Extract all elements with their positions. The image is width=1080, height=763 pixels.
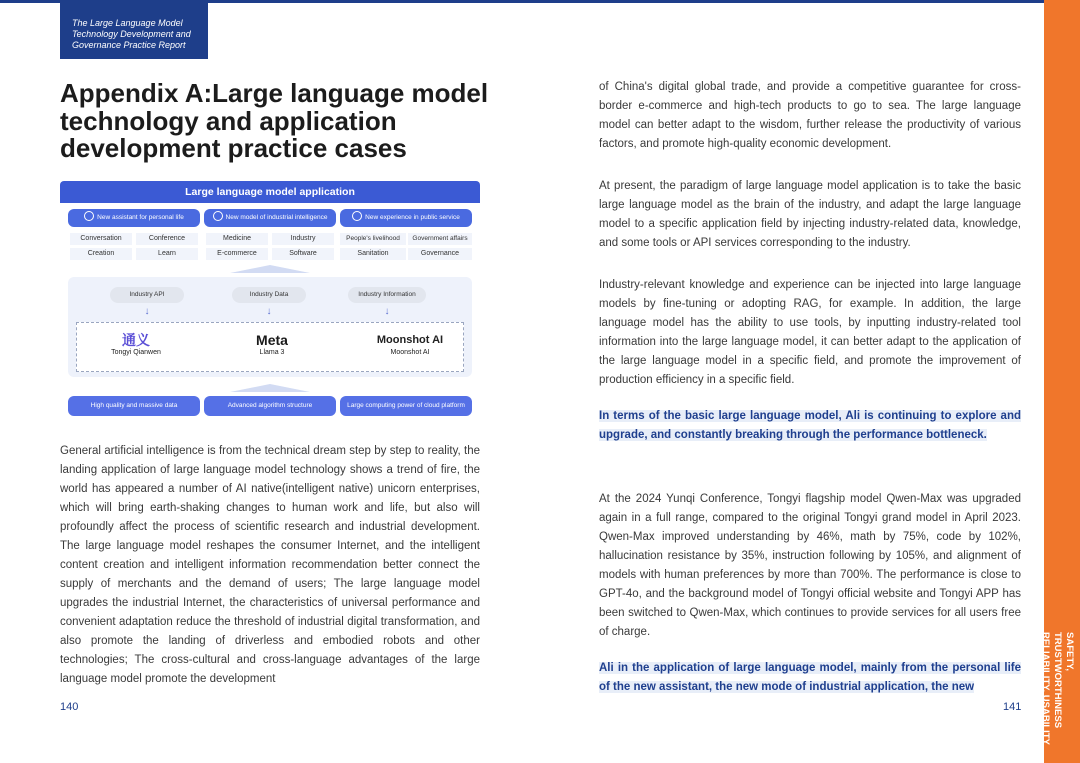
input-tag-api: Industry API	[110, 287, 184, 303]
report-header-box	[60, 3, 208, 59]
foundation-data: High quality and massive data	[68, 396, 200, 416]
model-caption: Llama 3	[259, 349, 285, 356]
left-body-paragraph: General artificial intelligence is from the technical dream step by step to reality, the landing application of large language model technology shows a trend of fire, the world has appeared a number of AI native(intelligent native) unicorn enterprises, which will bring earth-shaking changes to human work and life, but also will profoundly affect the process of scientific research and industrial development. The large language model reshapes the consumer Internet, and the intelligent content creation and intelligent information recommendation better connect the supply of merchants and the demand of users; The large language model upgrades the industrial Internet, the characteristics of universal performance and convenient adaptation reduce the threshold of industrial digital transformation, and also promote the landing of driverless and embodied robots and other technologies; The cross-cultural and cross-language advantages of the large language model promote the development	[60, 445, 480, 685]
input-tag-data: Industry Data	[232, 287, 306, 303]
model-caption: Moonshot AI	[390, 349, 430, 356]
right-paragraph-2: At present, the paradigm of large language model application is to take the basic large language model as the brain of the industry, and adapt the large language model to a specific application field by injecting industry-related data, knowledge, and some tools or API services corresponding to the industry.	[599, 180, 1021, 249]
arrow-down-icon: ↓	[144, 306, 150, 317]
report-title-line: The Large Language Model	[72, 18, 183, 28]
right-paragraph-4: At the 2024 Yunqi Conference, Tongyi flagship model Qwen-Max was upgraded again in a full range, compared to the original Tongyi grand model in April 2023. Qwen-Max improved understanding by 46%, math by 75%, code by 102%, hallucination resistance by 35%, instruction following by 105%, and alignment of models with human preferences by more than 700%. The performance is close to GPT-4o, and the background model of Tongyi official website and Tongyi APP has been switched to Qwen-Max, which continues to provide services for all users free of charge.	[599, 493, 1021, 638]
highlight-text: In terms of the basic large language model, Ali is continuing to explore and upgrade, and constantly breaking through the performance bottleneck.	[599, 410, 1021, 441]
foundation-computing: Large computing power of cloud platform	[340, 396, 472, 416]
side-tab-line: RELIABILITY, USABILITY	[1040, 632, 1051, 745]
page-number-right: 141	[1003, 701, 1022, 713]
diagram-title: Large language model application	[60, 181, 480, 203]
page-title: Appendix A:Large language model technology and application development practice cases	[60, 78, 489, 163]
model-caption: Tongyi Qianwen	[111, 349, 161, 356]
category-label: New model of industrial intelligence	[225, 214, 328, 221]
category-personal-life	[68, 209, 200, 227]
model-box	[76, 322, 464, 372]
report-title-line: Governance Practice Report	[72, 40, 186, 50]
category-item: Industry	[272, 233, 334, 245]
category-item: Sanitation	[340, 248, 406, 260]
meta-mark: Meta	[256, 332, 288, 348]
moonshot-mark: Moonshot AI	[376, 334, 444, 346]
category-item: E-commerce	[206, 248, 268, 260]
category-label: New assistant for personal life	[97, 214, 184, 221]
category-item: Governance	[408, 248, 472, 260]
right-paragraph-3: Industry-relevant knowledge and experience can be injected into large language models by fine-tuning or adopting RAG, for example. In addition, the large language model has the ability to use tools, by inputting industry-related tool information into the large language model, it can better adapt to the application of the large language model in a specific field, and promote the improvement of production efficiency in a specific field.	[599, 279, 1021, 386]
category-item: Government affairs	[408, 233, 472, 245]
arrow-down-icon: ↓	[384, 306, 390, 317]
globe-icon	[352, 211, 362, 221]
category-item: Creation	[70, 248, 132, 260]
category-item: Medicine	[206, 233, 268, 245]
category-label: New experience in public service	[365, 214, 460, 221]
category-item: Learn	[136, 248, 198, 260]
right-paragraph-1: of China's digital global trade, and provide a competitive guarantee for cross-border e-commerce and high-tech products to go to sea. The large language model can better adapt to the wisdom, further release the productivity of various factors, and promote high-quality economic development.	[599, 81, 1021, 150]
side-tab-line: SAFETY, TRUSTWORTHINESS	[1052, 632, 1075, 729]
tongyi-logo	[91, 332, 181, 358]
page-number-left: 140	[60, 701, 79, 713]
highlight-paragraph-1	[599, 407, 1021, 445]
highlight-text: Ali in the application of large language model, mainly from the personal life of the new assistant, the new mode of industrial application, the new	[599, 662, 1021, 693]
tongyi-mark: 通义	[122, 332, 150, 348]
category-item: Conversation	[70, 233, 132, 245]
person-icon	[84, 211, 94, 221]
layer-arrow-up	[230, 384, 310, 392]
side-tab-label	[1040, 632, 1077, 747]
moonshot-logo	[365, 332, 455, 358]
category-item: Conference	[136, 233, 198, 245]
model-layer-panel	[68, 277, 472, 377]
factory-icon	[213, 211, 223, 221]
layer-arrow-up	[230, 265, 310, 273]
category-item: People's livelihood	[340, 233, 406, 245]
llm-application-diagram	[60, 181, 480, 421]
input-tag-information: Industry Information	[348, 287, 426, 303]
category-item: Software	[272, 248, 334, 260]
highlight-paragraph-2	[599, 659, 1021, 697]
meta-logo	[227, 332, 317, 358]
category-public-service	[340, 209, 472, 227]
category-industrial-intelligence	[204, 209, 336, 227]
arrow-down-icon: ↓	[266, 306, 272, 317]
report-title-line: Technology Development and	[72, 29, 191, 39]
foundation-algorithm: Advanced algorithm structure	[204, 396, 336, 416]
